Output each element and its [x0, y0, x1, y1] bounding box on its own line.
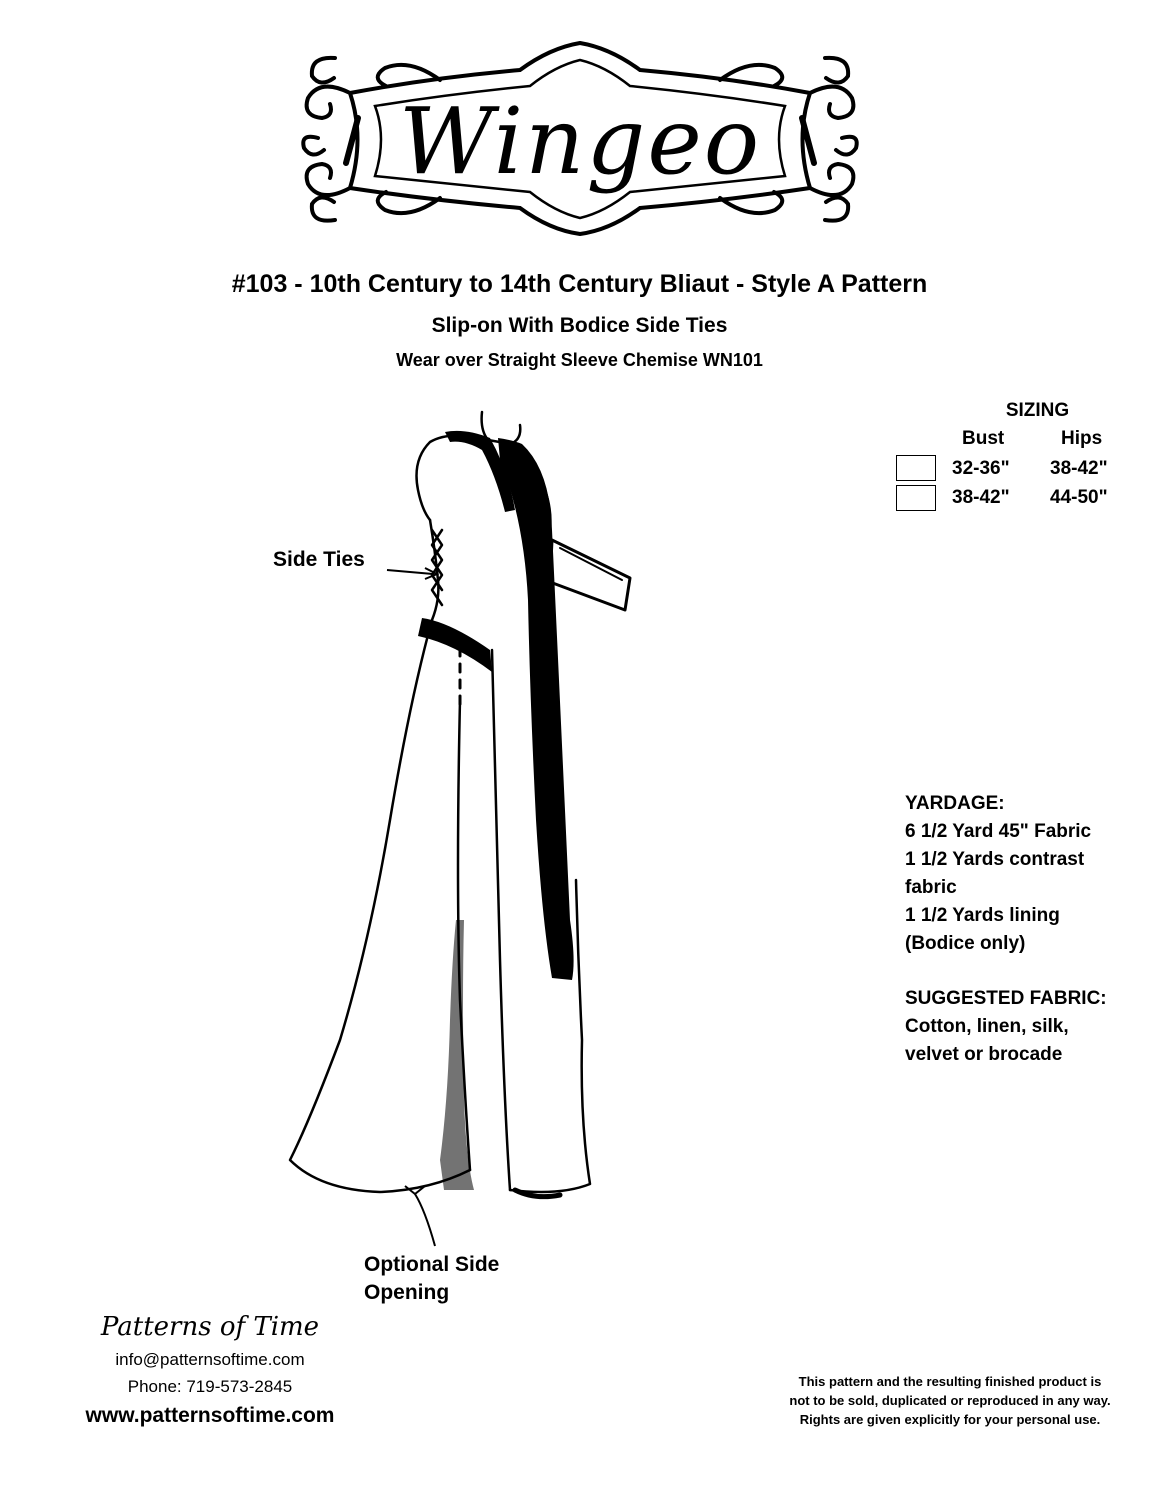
legal-notice	[760, 1372, 1140, 1429]
page-title: #103 - 10th Century to 14th Century Bliaut - Style A Pattern	[231, 270, 928, 298]
page-subtitle: Slip-on With Bodice Side Ties	[431, 314, 728, 337]
logo	[290, 38, 870, 238]
legal-line: not to be sold, duplicated or reproduced in any way.	[789, 1393, 1111, 1408]
size-checkbox-1[interactable]	[896, 455, 936, 481]
fabric-section	[905, 985, 1107, 1069]
yardage-section	[905, 790, 1091, 958]
pointer-line-icon	[395, 1180, 455, 1250]
size-row-1-bust: 32-36"	[952, 458, 1010, 479]
size-checkbox-2[interactable]	[896, 485, 936, 511]
fabric-line: Cotton, linen, silk,	[905, 1016, 1069, 1037]
dress-illustration	[260, 400, 660, 1220]
contact-email[interactable]: info@patternsoftime.com	[115, 1350, 305, 1369]
yardage-line: fabric	[905, 877, 957, 898]
size-row-1-hips: 38-42"	[1050, 458, 1108, 479]
callout-optional-line1: Optional Side	[364, 1253, 500, 1276]
legal-line: Rights are given explicitly for your personal use.	[799, 1412, 1101, 1427]
size-row-2-hips: 44-50"	[1050, 487, 1108, 508]
logo-text: Wingeo	[398, 87, 762, 195]
legal-line: This pattern and the resulting finished product is	[798, 1374, 1102, 1389]
callout-optional-line2: Opening	[364, 1281, 450, 1304]
page-subtitle-secondary: Wear over Straight Sleeve Chemise WN101	[396, 350, 763, 370]
website-link[interactable]: www.patternsoftime.com	[85, 1404, 335, 1427]
contact-phone: Phone: 719-573-2845	[127, 1377, 293, 1396]
arrow-icon	[385, 560, 445, 580]
callout-side-ties: Side Ties	[273, 548, 365, 571]
hips-column-header: Hips	[1061, 428, 1103, 449]
callout-optional-side-opening	[364, 1251, 499, 1307]
size-row-2-bust: 38-42"	[952, 487, 1010, 508]
fabric-heading: SUGGESTED FABRIC:	[905, 988, 1107, 1009]
fabric-line: velvet or brocade	[905, 1044, 1063, 1065]
yardage-line: 1 1/2 Yards contrast	[905, 849, 1085, 870]
yardage-line: 1 1/2 Yards lining	[905, 905, 1060, 926]
yardage-heading: YARDAGE:	[905, 793, 1005, 814]
yardage-line: (Bodice only)	[905, 933, 1026, 954]
bust-column-header: Bust	[962, 428, 1005, 449]
yardage-line: 6 1/2 Yard 45" Fabric	[905, 821, 1092, 842]
brand-name: Patterns of Time	[100, 1312, 320, 1342]
sizing-heading: SIZING	[1005, 400, 1070, 421]
